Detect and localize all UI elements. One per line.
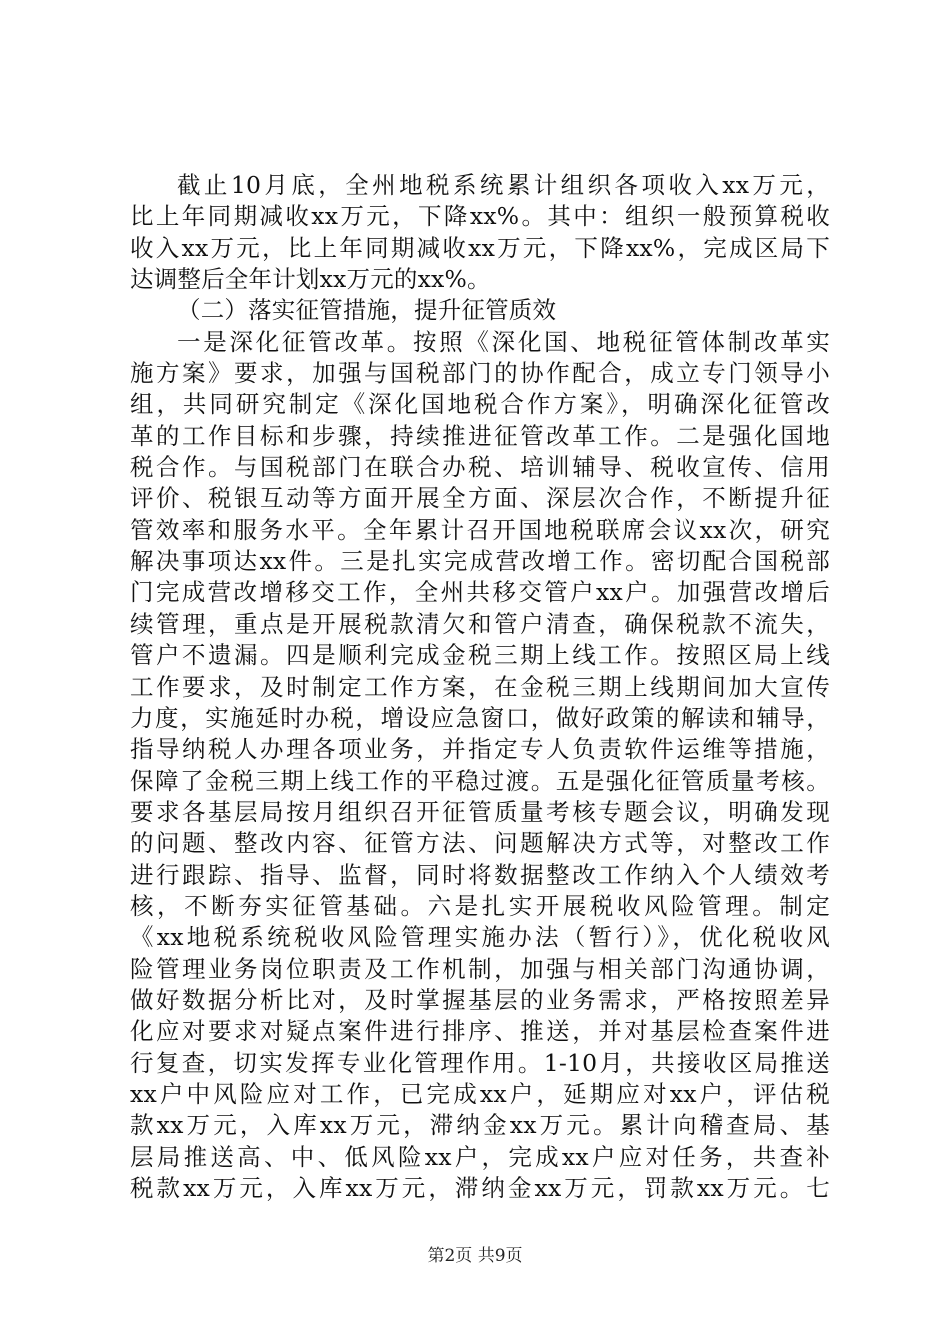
text-line: 革的工作目标和步骤，持续推进征管改革工作。二是强化国地 (130, 421, 830, 450)
text-line: 行复查，切实发挥专业化管理作用。1-10月，共接收区局推送 (130, 1048, 830, 1077)
text-line: 解决事项达xx件。三是扎实完成营改增工作。密切配合国税部 (130, 547, 830, 576)
text-line: 比上年同期减收xx万元，下降xx%。其中：组织一般预算税收 (130, 202, 830, 231)
text-line: 评价、税银互动等方面开展全方面、深层次合作，不断提升征 (130, 484, 830, 513)
paragraph-measures (130, 327, 830, 1205)
page-number-footer: 第2页 共9页 (427, 1246, 523, 1266)
text-line: 保障了金税三期上线工作的平稳过渡。五是强化征管质量考核。 (130, 766, 830, 795)
heading-line: （二）落实征管措施，提升征管质效 (177, 296, 557, 325)
text-line: 组，共同研究制定《深化国地税合作方案》，明确深化征管改 (130, 390, 830, 419)
text-line: 《xx地税系统税收风险管理实施办法（暂行）》，优化税收风 (130, 923, 830, 952)
text-line: 层局推送高、中、低风险xx户，完成xx户应对任务，共查补 (130, 1142, 830, 1171)
text-line: 截止10月底，全州地税系统累计组织各项收入xx万元， (177, 171, 830, 199)
text-line: 力度，实施延时办税，增设应急窗口，做好政策的解读和辅导， (130, 703, 830, 732)
text-line: 门完成营改增移交工作，全州共移交管户xx户。加强营改增后 (130, 578, 830, 607)
text-line: 收入xx万元，比上年同期减收xx万元，下降xx%，完成区局下 (130, 233, 830, 262)
text-line: 做好数据分析比对，及时掌握基层的业务需求，严格按照差异 (130, 985, 830, 1014)
text-line: 一是深化征管改革。按照《深化国、地税征管体制改革实 (177, 327, 830, 356)
text-line: 工作要求，及时制定工作方案，在金税三期上线期间加大宣传 (130, 672, 830, 701)
text-line: 管效率和服务水平。全年累计召开国地税联席会议xx次，研究 (130, 515, 830, 544)
text-line: 指导纳税人办理各项业务，并指定专人负责软件运维等措施， (130, 735, 830, 764)
text-line: 税合作。与国税部门在联合办税、培训辅导、税收宣传、信用 (130, 453, 830, 482)
text-line: 达调整后全年计划xx万元的xx%。 (130, 265, 491, 294)
text-line: 化应对要求对疑点案件进行排序、推送，并对基层检查案件进 (130, 1017, 830, 1046)
text-line: 的问题、整改内容、征管方法、问题解决方式等，对整改工作 (130, 829, 830, 858)
paragraph-revenue-summary (130, 170, 830, 295)
document-body (130, 170, 830, 1204)
text-line: 续管理，重点是开展税款清欠和管户清查，确保税款不流失， (130, 609, 830, 638)
text-line: 要求各基层局按月组织召开征管质量考核专题会议，明确发现 (130, 797, 830, 826)
text-line: xx户中风险应对工作，已完成xx户，延期应对xx户，评估税 (130, 1079, 830, 1108)
text-line: 施方案》要求，加强与国税部门的协作配合，成立专门领导小 (130, 359, 830, 388)
text-line: 核，不断夯实征管基础。六是扎实开展税收风险管理。制定 (130, 891, 830, 920)
text-line: 管户不遗漏。四是顺利完成金税三期上线工作。按照区局上线 (130, 641, 830, 670)
section-heading (130, 295, 830, 326)
text-line: 进行跟踪、指导、监督，同时将数据整改工作纳入个人绩效考 (130, 860, 830, 889)
text-line: 险管理业务岗位职责及工作机制，加强与相关部门沟通协调， (130, 954, 830, 983)
text-line: 款xx万元，入库xx万元，滞纳金xx万元。累计向稽查局、基 (130, 1111, 830, 1140)
text-line: 税款xx万元，入库xx万元，滞纳金xx万元，罚款xx万元。七 (130, 1174, 830, 1202)
